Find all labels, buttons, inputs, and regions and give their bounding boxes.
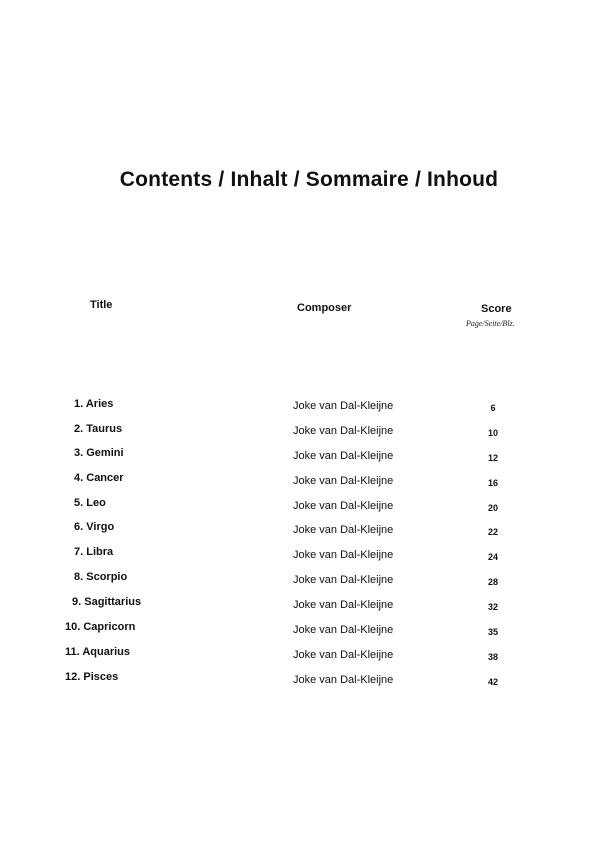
toc-entry-composer: Joke van Dal-Kleijne bbox=[293, 599, 394, 611]
toc-entry-name: Leo bbox=[86, 497, 106, 509]
toc-entry-number: 4. bbox=[74, 472, 84, 484]
toc-entry-number: 1. bbox=[74, 398, 84, 410]
toc-entry-name: Aquarius bbox=[82, 646, 131, 658]
toc-entry-number: 11. bbox=[65, 646, 80, 658]
column-header-composer: Composer bbox=[297, 302, 352, 314]
toc-entry-number: 5. bbox=[74, 497, 84, 509]
toc-entry-page: 20 bbox=[487, 503, 498, 513]
toc-entry-number: 7. bbox=[74, 546, 84, 558]
toc-entry-name: Capricorn bbox=[83, 621, 136, 633]
toc-entry-composer: Joke van Dal-Kleijne bbox=[293, 649, 394, 661]
toc-entry-page: 16 bbox=[487, 478, 498, 488]
toc-entry-title bbox=[72, 596, 192, 608]
toc-row bbox=[0, 621, 610, 641]
toc-entry-title bbox=[74, 423, 194, 435]
toc-entry-name: Taurus bbox=[86, 423, 123, 435]
toc-entry-page: 42 bbox=[487, 677, 498, 687]
toc-entry-composer: Joke van Dal-Kleijne bbox=[293, 400, 394, 412]
toc-entry-name: Gemini bbox=[86, 447, 124, 459]
toc-entry-title bbox=[74, 472, 194, 484]
toc-row bbox=[0, 571, 610, 591]
toc-entry-composer: Joke van Dal-Kleijne bbox=[293, 475, 394, 487]
toc-entry-composer: Joke van Dal-Kleijne bbox=[293, 624, 394, 636]
toc-entry-title bbox=[65, 671, 185, 683]
toc-entry-title bbox=[74, 497, 194, 509]
toc-entry-number: 6. bbox=[74, 521, 84, 533]
toc-row bbox=[0, 398, 610, 418]
toc-entry-title bbox=[74, 398, 194, 410]
toc-entry-composer: Joke van Dal-Kleijne bbox=[293, 425, 394, 437]
toc-entry-name: Aries bbox=[85, 398, 114, 410]
toc-entry-title bbox=[74, 521, 194, 533]
toc-entry-composer: Joke van Dal-Kleijne bbox=[293, 524, 394, 536]
toc-entry-title bbox=[74, 546, 194, 558]
toc-entry-page: 38 bbox=[487, 652, 498, 662]
toc-entry-page: 35 bbox=[487, 627, 498, 637]
toc-entry-page: 10 bbox=[487, 428, 498, 438]
toc-entry-page: 6 bbox=[490, 403, 496, 413]
toc-entry-name: Cancer bbox=[86, 472, 124, 484]
toc-entry-number: 9. bbox=[72, 596, 82, 608]
toc-entry-composer: Joke van Dal-Kleijne bbox=[293, 574, 394, 586]
toc-row bbox=[0, 423, 610, 443]
toc-entry-number: 10. bbox=[65, 621, 81, 633]
toc-entry-name: Pisces bbox=[83, 671, 119, 683]
toc-entry-title bbox=[74, 447, 194, 459]
toc-entry-page: 12 bbox=[487, 453, 498, 463]
toc-row bbox=[0, 646, 610, 666]
toc-entry-name: Scorpio bbox=[86, 571, 128, 583]
toc-entry-page: 32 bbox=[487, 602, 498, 612]
column-header-title: Title bbox=[90, 299, 113, 311]
toc-row bbox=[0, 497, 610, 517]
toc-row bbox=[0, 447, 610, 467]
toc-entry-name: Libra bbox=[86, 546, 114, 558]
toc-row bbox=[0, 596, 610, 616]
column-header-score: Score bbox=[481, 303, 512, 315]
toc-entry-title bbox=[74, 571, 194, 583]
toc-row bbox=[0, 472, 610, 492]
toc-entry-title bbox=[65, 621, 185, 633]
toc-entry-page: 22 bbox=[487, 527, 498, 537]
toc-entry-composer: Joke van Dal-Kleijne bbox=[293, 674, 394, 686]
toc-row bbox=[0, 521, 610, 541]
toc-entry-number: 2. bbox=[74, 423, 84, 435]
toc-entry-name: Virgo bbox=[86, 521, 115, 533]
toc-entry-name: Sagittarius bbox=[84, 596, 142, 608]
toc-row bbox=[0, 546, 610, 566]
toc-entry-number: 8. bbox=[74, 571, 84, 583]
toc-row bbox=[0, 671, 610, 691]
toc-entry-page: 28 bbox=[487, 577, 498, 587]
toc-entry-composer: Joke van Dal-Kleijne bbox=[293, 500, 394, 512]
toc-entry-title bbox=[65, 646, 185, 658]
toc-entry-number: 12. bbox=[65, 671, 81, 683]
toc-entry-composer: Joke van Dal-Kleijne bbox=[293, 450, 394, 462]
toc-entry-composer: Joke van Dal-Kleijne bbox=[293, 549, 394, 561]
toc-entry-number: 3. bbox=[74, 447, 84, 459]
page-title: Contents / Inhalt / Sommaire / Inhoud bbox=[119, 168, 499, 191]
toc-entry-page: 24 bbox=[487, 552, 498, 562]
column-header-score-subtitle: Page/Seite/Blz. bbox=[466, 319, 515, 328]
